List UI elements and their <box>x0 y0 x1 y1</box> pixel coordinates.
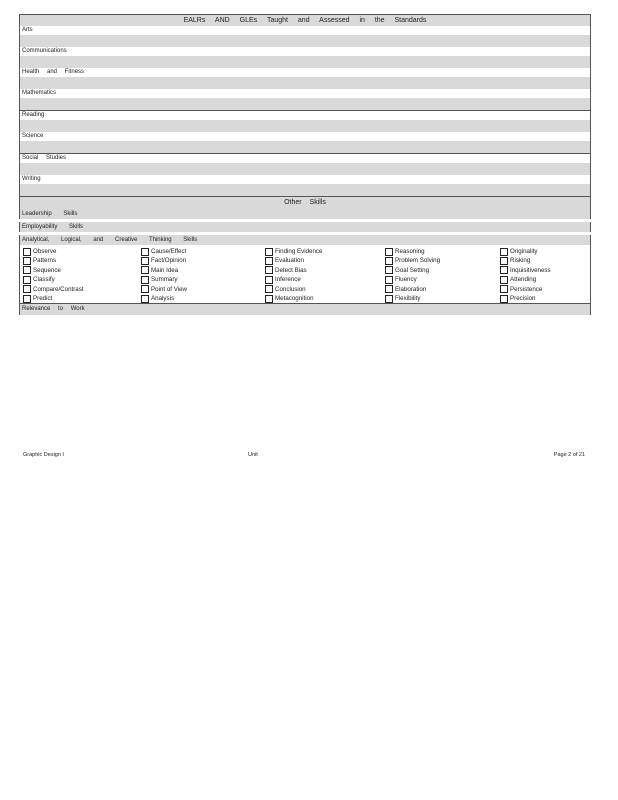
standards-table <box>19 14 591 315</box>
thinking-skills-label: Analytical, Logical, and Creative Thinking Skills <box>20 235 590 245</box>
checkbox-icon[interactable] <box>265 257 273 265</box>
checkbox-icon[interactable] <box>385 285 393 293</box>
standards-title: EALRs AND GLEs Taught and Assessed in the Standards <box>19 14 591 26</box>
checkbox-icon[interactable] <box>23 257 31 265</box>
checkbox-icon[interactable] <box>141 285 149 293</box>
checkbox-icon[interactable] <box>385 266 393 274</box>
checklist-item[interactable]: Elaboration <box>385 285 500 294</box>
subject-label: Communications <box>20 47 590 56</box>
subject-label: Science <box>20 132 590 141</box>
checklist-item[interactable]: Reasoning <box>385 247 500 256</box>
checklist-item[interactable]: Cause/Effect <box>141 247 265 256</box>
checklist-item[interactable]: Persistence <box>500 285 593 294</box>
checkbox-icon[interactable] <box>141 248 149 256</box>
checkbox-icon[interactable] <box>23 295 31 303</box>
footer-course: Graphic Design I <box>23 452 64 458</box>
thinking-section <box>19 235 591 303</box>
checklist-item[interactable]: Compare/Contrast <box>23 285 141 294</box>
checklist-item[interactable]: Metacognition <box>265 294 385 303</box>
subject-entry[interactable] <box>20 120 590 132</box>
checkbox-icon[interactable] <box>265 276 273 284</box>
checklist-item[interactable]: Sequence <box>23 266 141 275</box>
checkbox-icon[interactable] <box>500 257 508 265</box>
checklist-item[interactable]: Goal Setting <box>385 266 500 275</box>
checklist-item[interactable]: Originality <box>500 247 593 256</box>
subject-entry[interactable] <box>20 163 590 175</box>
subject-label: Social Studies <box>20 154 590 163</box>
checkbox-icon[interactable] <box>500 295 508 303</box>
subject-label: Writing <box>20 175 590 184</box>
subject-entry[interactable] <box>20 56 590 68</box>
employability-skills-field[interactable]: Employability Skills <box>20 222 590 232</box>
checklist-item[interactable]: Risking <box>500 256 593 265</box>
leadership-section <box>19 209 591 219</box>
subject-label: Health and Fitness <box>20 68 590 77</box>
subject-entry[interactable] <box>20 98 590 110</box>
checkbox-icon[interactable] <box>141 276 149 284</box>
subject-entry[interactable] <box>20 184 590 196</box>
checkbox-icon[interactable] <box>385 295 393 303</box>
footer-unit: Unit <box>248 452 258 458</box>
checklist-item[interactable]: Precision <box>500 294 593 303</box>
subject-entry[interactable] <box>20 35 590 47</box>
checkbox-icon[interactable] <box>265 295 273 303</box>
checklist-item[interactable]: Attending <box>500 275 593 284</box>
checkbox-icon[interactable] <box>141 295 149 303</box>
subjects-section <box>19 26 591 196</box>
checkbox-icon[interactable] <box>500 248 508 256</box>
checklist-item[interactable]: Flexibility <box>385 294 500 303</box>
subject-entry[interactable] <box>20 77 590 89</box>
checklist-item[interactable]: Point of View <box>141 285 265 294</box>
checklist-item[interactable]: Patterns <box>23 256 141 265</box>
checkbox-icon[interactable] <box>385 257 393 265</box>
checklist-item[interactable]: Finding Evidence <box>265 247 385 256</box>
checklist-item[interactable]: Problem Solving <box>385 256 500 265</box>
subject-label: Arts <box>20 26 590 35</box>
checkbox-icon[interactable] <box>23 276 31 284</box>
footer-page-number: Page 2 of 21 <box>553 452 585 458</box>
checkbox-icon[interactable] <box>141 257 149 265</box>
checkbox-icon[interactable] <box>500 266 508 274</box>
checklist-item[interactable]: Inference <box>265 275 385 284</box>
checkbox-icon[interactable] <box>500 285 508 293</box>
subject-entry[interactable] <box>20 141 590 153</box>
checklist-item[interactable]: Evaluation <box>265 256 385 265</box>
checkbox-icon[interactable] <box>23 266 31 274</box>
checklist-item[interactable]: Detect Bias <box>265 266 385 275</box>
checklist-item[interactable]: Main Idea <box>141 266 265 275</box>
checklist-item[interactable]: Classify <box>23 275 141 284</box>
checklist-item[interactable]: Fluency <box>385 275 500 284</box>
checklist-item[interactable]: Observe <box>23 247 141 256</box>
employability-section <box>19 222 591 232</box>
checklist-item[interactable]: Conclusion <box>265 285 385 294</box>
checklist-item[interactable]: Predict <box>23 294 141 303</box>
checklist-item[interactable]: Summary <box>141 275 265 284</box>
checklist-item[interactable]: Analysis <box>141 294 265 303</box>
checklist-item[interactable]: Inquisitiveness <box>500 266 593 275</box>
leadership-skills-field[interactable]: Leadership Skills <box>20 209 590 219</box>
checkbox-icon[interactable] <box>265 248 273 256</box>
checkbox-icon[interactable] <box>385 276 393 284</box>
checkbox-icon[interactable] <box>265 266 273 274</box>
checkbox-icon[interactable] <box>23 285 31 293</box>
checklist-item[interactable]: Fact/Opinion <box>141 256 265 265</box>
subject-label: Reading <box>20 111 590 120</box>
skills-checklist <box>20 245 590 303</box>
other-skills-title: Other Skills <box>19 197 591 209</box>
checkbox-icon[interactable] <box>265 285 273 293</box>
checkbox-icon[interactable] <box>385 248 393 256</box>
relevance-to-work-field[interactable]: Relevance to Work <box>19 304 591 315</box>
checkbox-icon[interactable] <box>141 266 149 274</box>
checkbox-icon[interactable] <box>500 276 508 284</box>
checkbox-icon[interactable] <box>23 248 31 256</box>
subject-label: Mathematics <box>20 89 590 98</box>
